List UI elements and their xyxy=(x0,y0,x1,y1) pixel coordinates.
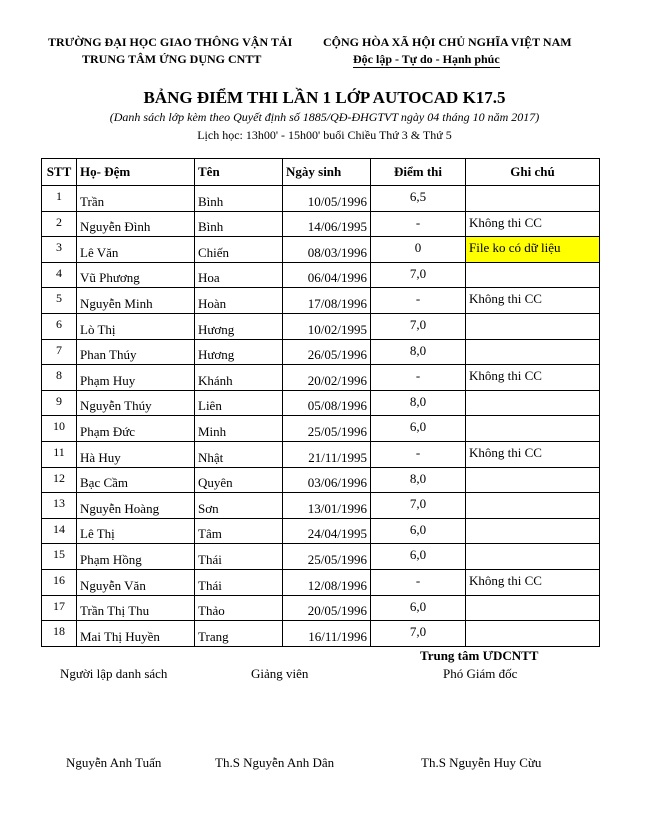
row-ghi-chu: Không thi CC xyxy=(466,365,600,391)
row-diem-thi: 6,0 xyxy=(371,416,466,442)
row-ho-dem: Trần Thị Thu xyxy=(77,595,195,621)
row-ngay-sinh: 10/02/1995 xyxy=(283,313,371,339)
row-ten: Chiến xyxy=(195,237,283,263)
row-ngay-sinh: 21/11/1995 xyxy=(283,441,371,467)
row-ngay-sinh: 05/08/1996 xyxy=(283,390,371,416)
table-row xyxy=(42,544,600,570)
table-row xyxy=(42,262,600,288)
column-header-ten: Tên xyxy=(195,159,283,186)
row-ten: Thảo xyxy=(195,595,283,621)
document-subtitle: (Danh sách lớp kèm theo Quyết định số 1885/QĐ-ĐHGTVT ngày 04 tháng 10 năm 2017) xyxy=(109,110,540,124)
row-stt: 5 xyxy=(42,288,77,314)
table-row xyxy=(42,211,600,237)
row-ngay-sinh: 26/05/1996 xyxy=(283,339,371,365)
row-diem-thi: 7,0 xyxy=(371,262,466,288)
row-ghi-chu: Không thi CC xyxy=(466,211,600,237)
row-diem-thi: - xyxy=(371,288,466,314)
row-ten: Thái xyxy=(195,569,283,595)
row-ngay-sinh: 14/06/1995 xyxy=(283,211,371,237)
row-diem-thi: 7,0 xyxy=(371,493,466,519)
row-ghi-chu xyxy=(466,544,600,570)
row-ten: Hương xyxy=(195,339,283,365)
row-diem-thi: 6,5 xyxy=(371,186,466,212)
row-diem-thi: 6,0 xyxy=(371,595,466,621)
row-diem-thi: - xyxy=(371,211,466,237)
preparer-role: Người lập danh sách xyxy=(60,666,168,681)
table-row xyxy=(42,467,600,493)
row-diem-thi: - xyxy=(371,365,466,391)
row-ghi-chu: Không thi CC xyxy=(466,569,600,595)
center-name: TRUNG TÂM ỨNG DỤNG CNTT xyxy=(82,52,262,66)
row-ghi-chu xyxy=(466,416,600,442)
row-ten: Thái xyxy=(195,544,283,570)
row-ten: Bình xyxy=(195,211,283,237)
row-ho-dem: Lê Văn xyxy=(77,237,195,263)
row-stt: 3 xyxy=(42,237,77,263)
grades-table xyxy=(41,158,600,647)
table-row xyxy=(42,339,600,365)
table-row xyxy=(42,365,600,391)
table-body xyxy=(42,186,600,647)
row-ghi-chu xyxy=(466,595,600,621)
row-diem-thi: - xyxy=(371,441,466,467)
row-diem-thi: 6,0 xyxy=(371,518,466,544)
row-ngay-sinh: 10/05/1996 xyxy=(283,186,371,212)
row-ho-dem: Trần xyxy=(77,186,195,212)
row-stt: 11 xyxy=(42,441,77,467)
row-ghi-chu xyxy=(466,493,600,519)
table-row xyxy=(42,595,600,621)
row-ngay-sinh: 24/04/1995 xyxy=(283,518,371,544)
row-ghi-chu xyxy=(466,518,600,544)
table-row xyxy=(42,621,600,647)
row-ngay-sinh: 03/06/1996 xyxy=(283,467,371,493)
row-ho-dem: Phan Thúy xyxy=(77,339,195,365)
row-stt: 4 xyxy=(42,262,77,288)
row-ngay-sinh: 08/03/1996 xyxy=(283,237,371,263)
table-row xyxy=(42,237,600,263)
table-row xyxy=(42,288,600,314)
row-diem-thi: 8,0 xyxy=(371,467,466,493)
class-schedule: Lịch học: 13h00' - 15h00' buổi Chiều Thứ 3 & Thứ 5 xyxy=(197,128,452,142)
row-diem-thi: 6,0 xyxy=(371,544,466,570)
row-ho-dem: Mai Thị Huyền xyxy=(77,621,195,647)
row-ten: Tâm xyxy=(195,518,283,544)
row-stt: 7 xyxy=(42,339,77,365)
row-ghi-chu xyxy=(466,339,600,365)
row-ghi-chu xyxy=(466,262,600,288)
table-row xyxy=(42,186,600,212)
row-stt: 18 xyxy=(42,621,77,647)
row-stt: 8 xyxy=(42,365,77,391)
row-ngay-sinh: 17/08/1996 xyxy=(283,288,371,314)
row-stt: 12 xyxy=(42,467,77,493)
row-ten: Sơn xyxy=(195,493,283,519)
column-header-ghi-chu: Ghi chú xyxy=(466,159,600,186)
row-ghi-chu xyxy=(466,621,600,647)
row-ten: Hoàn xyxy=(195,288,283,314)
row-ten: Khánh xyxy=(195,365,283,391)
row-ho-dem: Bạc Cầm xyxy=(77,467,195,493)
column-header-diem-thi: Điểm thi xyxy=(371,159,466,186)
table-row xyxy=(42,416,600,442)
row-ho-dem: Nguyễn Văn xyxy=(77,569,195,595)
director-role: Phó Giám đốc xyxy=(443,666,518,681)
row-ho-dem: Nguyễn Đình xyxy=(77,211,195,237)
row-ngay-sinh: 25/05/1996 xyxy=(283,416,371,442)
document-title: BẢNG ĐIỂM THI LẦN 1 LỚP AUTOCAD K17.5 xyxy=(143,88,506,107)
row-ngay-sinh: 06/04/1996 xyxy=(283,262,371,288)
row-ho-dem: Phạm Hồng xyxy=(77,544,195,570)
row-ten: Quyên xyxy=(195,467,283,493)
table-row xyxy=(42,493,600,519)
row-ho-dem: Lò Thị xyxy=(77,313,195,339)
row-ten: Trang xyxy=(195,621,283,647)
column-header-ho-dem: Họ- Đệm xyxy=(77,159,195,186)
university-name: TRƯỜNG ĐẠI HỌC GIAO THÔNG VẬN TẢI xyxy=(48,35,293,49)
row-ngay-sinh: 13/01/1996 xyxy=(283,493,371,519)
row-stt: 6 xyxy=(42,313,77,339)
table-row xyxy=(42,441,600,467)
preparer-name: Nguyễn Anh Tuấn xyxy=(66,755,162,770)
row-ho-dem: Hà Huy xyxy=(77,441,195,467)
country-name: CỘNG HÒA XÃ HỘI CHỦ NGHĨA VIỆT NAM xyxy=(323,35,572,49)
row-ghi-chu xyxy=(466,467,600,493)
row-stt: 10 xyxy=(42,416,77,442)
row-diem-thi: 7,0 xyxy=(371,621,466,647)
row-stt: 14 xyxy=(42,518,77,544)
row-diem-thi: 8,0 xyxy=(371,390,466,416)
row-diem-thi: 8,0 xyxy=(371,339,466,365)
row-ngay-sinh: 20/05/1996 xyxy=(283,595,371,621)
table-row xyxy=(42,569,600,595)
row-diem-thi: 0 xyxy=(371,237,466,263)
table-header-row xyxy=(42,159,600,186)
row-ho-dem: Phạm Đức xyxy=(77,416,195,442)
row-ghi-chu: Không thi CC xyxy=(466,288,600,314)
row-ghi-chu: Không thi CC xyxy=(466,441,600,467)
row-ngay-sinh: 16/11/1996 xyxy=(283,621,371,647)
column-header-stt: STT xyxy=(42,159,77,186)
row-ten: Hương xyxy=(195,313,283,339)
row-ten: Nhật xyxy=(195,441,283,467)
row-stt: 9 xyxy=(42,390,77,416)
row-ghi-chu xyxy=(466,390,600,416)
row-stt: 15 xyxy=(42,544,77,570)
director-name: Th.S Nguyễn Huy Cừu xyxy=(421,755,542,770)
table-row xyxy=(42,313,600,339)
row-stt: 16 xyxy=(42,569,77,595)
center-org-label: Trung tâm ƯDCNTT xyxy=(420,648,539,663)
row-stt: 1 xyxy=(42,186,77,212)
row-ten: Minh xyxy=(195,416,283,442)
row-ho-dem: Vũ Phương xyxy=(77,262,195,288)
row-diem-thi: - xyxy=(371,569,466,595)
row-ngay-sinh: 25/05/1996 xyxy=(283,544,371,570)
row-ten: Bình xyxy=(195,186,283,212)
row-ho-dem: Nguyễn Minh xyxy=(77,288,195,314)
row-ghi-chu xyxy=(466,186,600,212)
lecturer-name: Th.S Nguyễn Anh Dân xyxy=(215,755,335,770)
motto: Độc lập - Tự do - Hạnh phúc xyxy=(353,52,500,66)
row-ho-dem: Phạm Huy xyxy=(77,365,195,391)
row-ho-dem: Nguyễn Hoàng xyxy=(77,493,195,519)
table-row xyxy=(42,518,600,544)
row-ghi-chu xyxy=(466,313,600,339)
row-ten: Hoa xyxy=(195,262,283,288)
row-stt: 13 xyxy=(42,493,77,519)
table-row xyxy=(42,390,600,416)
row-stt: 2 xyxy=(42,211,77,237)
row-ghi-chu: File ko có dữ liệu xyxy=(466,237,600,263)
row-ngay-sinh: 12/08/1996 xyxy=(283,569,371,595)
lecturer-role: Giảng viên xyxy=(251,666,309,681)
row-ngay-sinh: 20/02/1996 xyxy=(283,365,371,391)
column-header-ngay-sinh: Ngày sinh xyxy=(283,159,371,186)
row-ten: Liên xyxy=(195,390,283,416)
row-diem-thi: 7,0 xyxy=(371,313,466,339)
row-stt: 17 xyxy=(42,595,77,621)
row-ho-dem: Lê Thị xyxy=(77,518,195,544)
row-ho-dem: Nguyễn Thúy xyxy=(77,390,195,416)
